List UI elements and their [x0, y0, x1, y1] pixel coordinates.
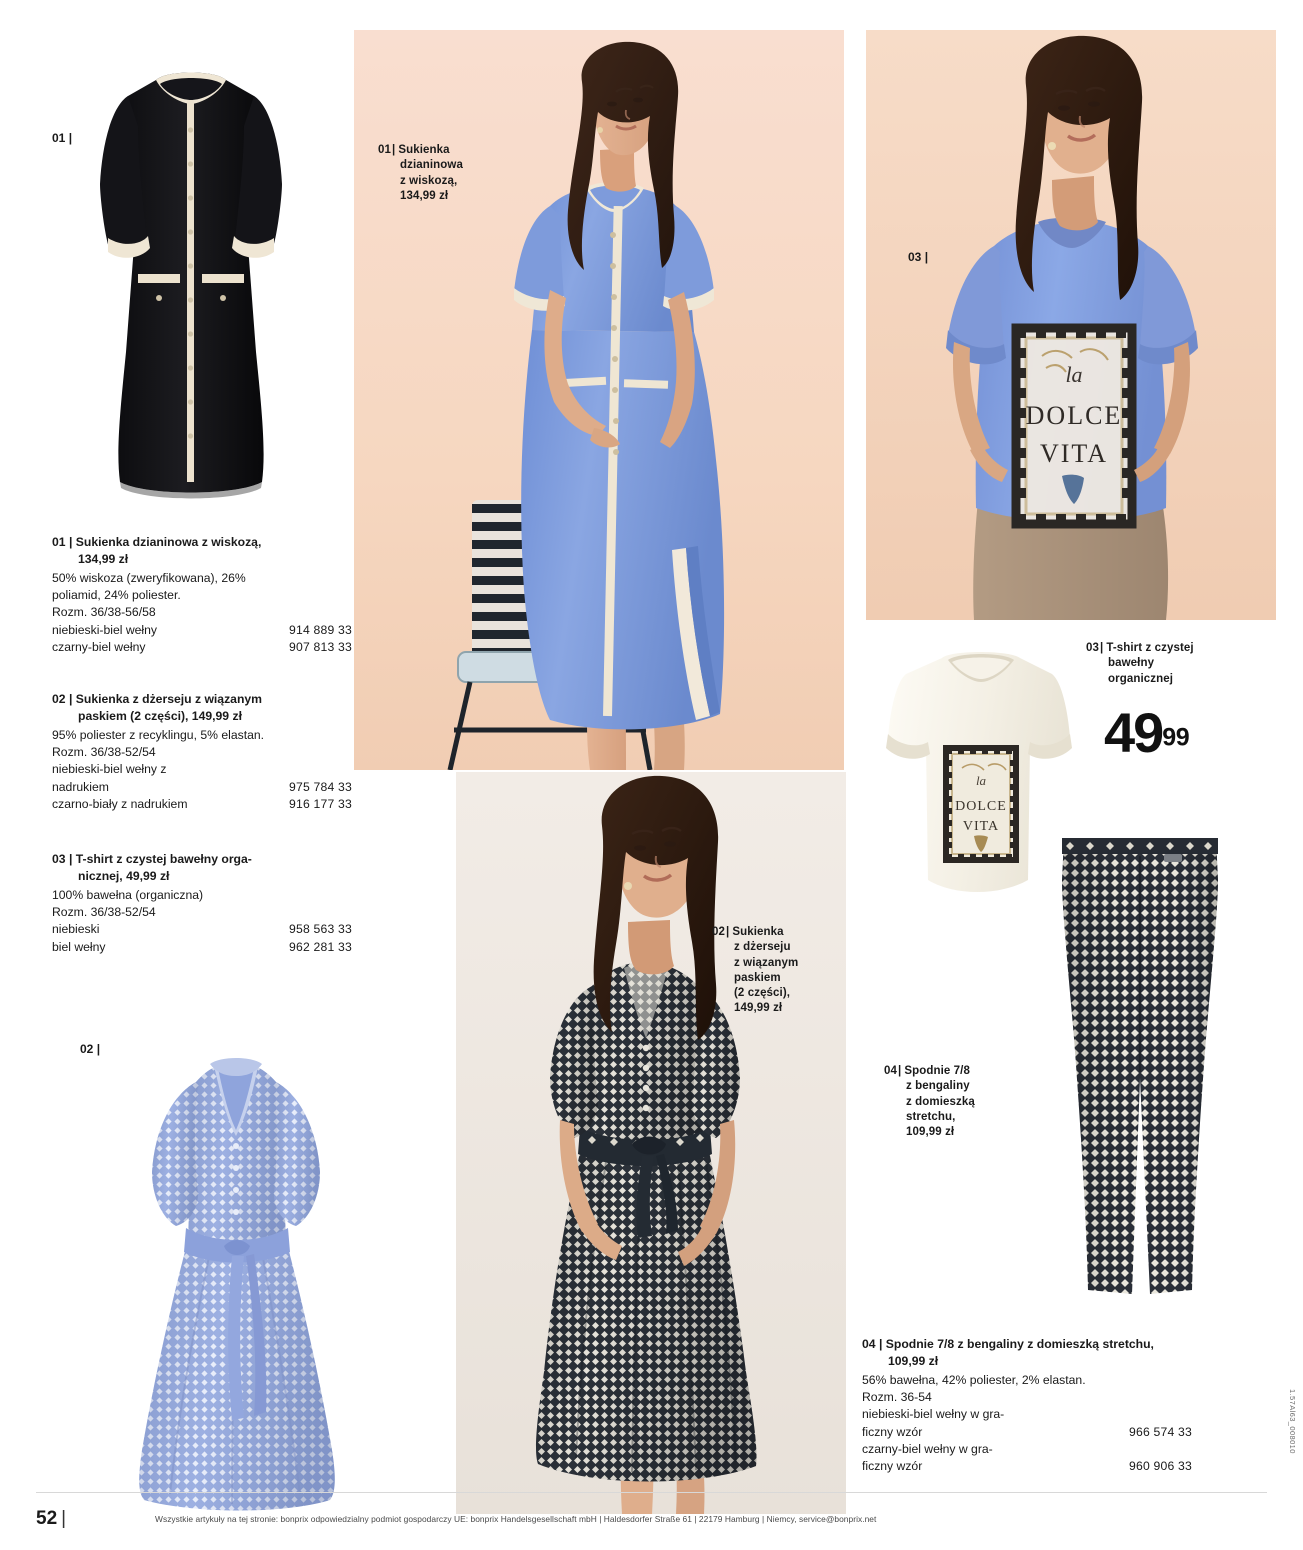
product-description-02: 02 | Sukienka z dżerseju z wiązanym paskiem (2 części), 149,99 zł 95% poliester z recyklingu, 5% elastan. Rozm. 36/38-52/54 niebieski-biel wełny z nadrukiem 975 784 33 czarno-biały z nadrukiem 916 177 33 — [52, 692, 352, 811]
svg-text:la: la — [975, 773, 987, 788]
product-image-patterned-trousers-flat — [1040, 828, 1240, 1308]
product-image-blue-knit-dress-model — [354, 30, 844, 770]
callout-01-dress: 01| Sukienka dzianinowa z wiskozą, 134,99 zł — [378, 144, 463, 202]
page-footer — [0, 1492, 1303, 1550]
callout-03-tshirt: 03| T-shirt z czystej bawełny organicznej — [1086, 642, 1194, 685]
product-image-black-knit-dress — [86, 52, 296, 512]
product-description-01: 01 | Sukienka dzianinowa z wiskozą, 134,99 zł 50% wiskoza (zweryfikowana), 26% poliamid, 24% poliester. Rozm. 36/38-56/58 niebieski-biel wełny 914 889 33 czarny-biel wełny 907 813 33 — [52, 535, 352, 654]
side-reference-code: 1.57Al63_008010 — [1288, 1389, 1297, 1454]
price-tshirt: 4999 — [1104, 701, 1190, 764]
tag-02: 02 | — [80, 1042, 101, 1056]
product-image-blue-dotted-dress-flat — [110, 1000, 360, 1520]
callout-02-dress: 02| Sukienka z dżerseju z wiązanym paskiem (2 części), 149,99 zł — [712, 926, 799, 1015]
svg-text:VITA: VITA — [962, 819, 1000, 834]
callout-04-trousers: 04| Spodnie 7/8 z bengaliny z domieszką stretchu, 109,99 zł — [884, 1065, 975, 1139]
footer-divider — [36, 1492, 1267, 1493]
tag-03: 03 | — [908, 250, 929, 264]
svg-text:DOLCE: DOLCE — [955, 799, 1007, 814]
svg-text:la: la — [1065, 362, 1083, 387]
svg-text:VITA: VITA — [1039, 439, 1109, 468]
product-image-jersey-dress-model — [456, 772, 846, 1514]
svg-text:DOLCE: DOLCE — [1025, 401, 1123, 430]
tag-01: 01 | — [52, 131, 73, 145]
product-description-03: 03 | T-shirt z czystej bawełny orga- nicznej, 49,99 zł 100% bawełna (organiczna) Rozm. 36/38-52/54 niebieski 958 563 33 biel wełny 962 281 33 — [52, 852, 352, 954]
legal-text: Wszystkie artykuły na tej stronie: bonprix odpowiedzialny podmiot gospodarczy UE: bonprix Handelsgesellschaft mbH | Haldesdorfer Straße 61 | 22179 Hamburg | Niemcy, service@bonprix.net — [155, 1514, 877, 1524]
product-image-blue-tshirt-model — [866, 30, 1276, 620]
page-number: 52 | — [36, 1508, 67, 1529]
product-description-04: 04 | Spodnie 7/8 z bengaliny z domieszką stretchu, 109,99 zł 56% bawełna, 42% poliester, 2% elastan. Rozm. 36-54 niebieski-biel wełny w gra- ficzny wzór 966 574 33 czarny-biel wełny w gra- ficzny wzór 960 906 33 — [862, 1337, 1192, 1474]
